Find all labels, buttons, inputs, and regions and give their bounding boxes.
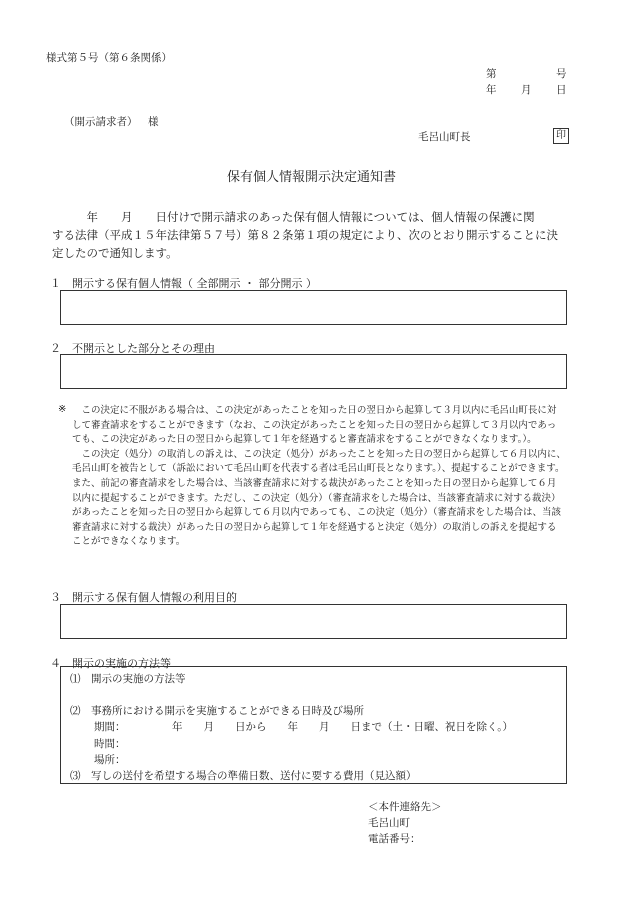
period-label: 期間： <box>94 721 126 733</box>
note-line-2: して審査請求をすることができます（なお、この決定があったことを知った日の翌日から起算して３月以内であっ <box>72 419 557 431</box>
requester-honorific: 様 <box>148 116 159 128</box>
note-line-3: ても、この決定があった日の翌日から起算して１年を経過すると審査請求をすることができなくなります。）。 <box>72 434 537 446</box>
section-4-number: ４ <box>50 657 61 670</box>
place-label: 場所： <box>94 754 126 766</box>
note-line-5: 毛呂山町を被告として（訴訟において毛呂山町を代表する者は毛呂山町長となります。）、提起することができます。 <box>72 463 565 475</box>
section-2-label: 不開示とした部分とその理由 <box>72 342 215 355</box>
contact-heading: ＜本件連絡先＞ <box>368 801 442 813</box>
note-line-10: ことができなくなります。 <box>72 536 186 548</box>
requester-label: （開示請求者） <box>64 116 138 128</box>
method-item-1: ⑴ 開示の実施の方法等 <box>70 673 186 685</box>
note-mark: ※ <box>58 404 67 415</box>
form-id: 様式第５号（第６条関係） <box>46 52 172 64</box>
intro-line-2: する法律（平成１５年法律第５７号）第８２条第１項の規定により、次のとおり開示することに決 <box>52 228 558 242</box>
section-1-number: １ <box>50 277 61 290</box>
intro-line-1: 年 月 日付けで開示請求のあった保有個人情報については、個人情報の保護に関 <box>52 210 535 224</box>
section-3-label: 開示する保有個人情報の利用目的 <box>72 591 237 604</box>
note-text <box>72 404 584 550</box>
method-item-2: ⑵ 事務所における開示を実施することができる日時及び場所 <box>70 705 364 717</box>
intro-paragraph <box>52 208 582 262</box>
section-3-number: ３ <box>50 591 61 604</box>
issuer-name: 毛呂山町長 <box>418 131 471 143</box>
date-day: 日 <box>556 84 567 96</box>
date-month: 月 <box>521 84 532 96</box>
section-3-field[interactable] <box>60 604 567 639</box>
method-item-3: ⑶ 写しの送付を希望する場合の準備日数、送付に要する費用（見込額） <box>70 770 417 782</box>
contact-phone-label: 電話番号： <box>368 833 421 845</box>
section-2-field[interactable] <box>60 354 567 389</box>
section-2-number: ２ <box>50 342 61 355</box>
note-line-7: 以内に提起することができます。ただし、この決定（処分）（審査請求をした場合は、当該審査請求に対する裁決） <box>72 492 561 504</box>
seal-mark: 印 <box>553 128 569 144</box>
date-year: 年 <box>486 84 497 96</box>
intro-line-3: 定したので通知します。 <box>52 246 178 260</box>
doc-number-suffix: 号 <box>556 68 567 80</box>
section-1-field[interactable] <box>60 290 567 325</box>
doc-number-prefix: 第 <box>486 68 497 80</box>
note-line-6: また、前記の審査請求をした場合は、当該審査請求に対する裁決があったことを知った日の翌日から起算して６月 <box>72 477 557 489</box>
note-line-8: があったことを知った日の翌日から起算して６月以内であっても、この決定（処分）（審査請求をした場合は、当該 <box>72 507 562 519</box>
section-1-label: 開示する保有個人情報（ 全部開示 ・ 部分開示 ） <box>72 277 317 290</box>
time-label: 時間： <box>94 738 126 750</box>
period-value[interactable]: 年 月 日から 年 月 日まで（土・日曜、祝日を除く。） <box>172 721 514 733</box>
section-4-label: 開示の実施の方法等 <box>72 657 171 670</box>
document-title: 保有個人情報開示決定通知書 <box>227 170 397 185</box>
note-line-1: この決定に不服がある場合は、この決定があったことを知った日の翌日から起算して３月以内に毛呂山町長に対 <box>81 405 557 416</box>
contact-org: 毛呂山町 <box>368 817 410 829</box>
note-line-4: この決定（処分）の取消しの訴えは、この決定（処分）があったことを知った日の翌日から起算して６月以内に、 <box>81 448 566 460</box>
note-line-9: 審査請求に対する裁決）があった日の翌日から起算して１年を経過すると決定（処分）の取消しの訴えを提起する <box>72 521 557 533</box>
